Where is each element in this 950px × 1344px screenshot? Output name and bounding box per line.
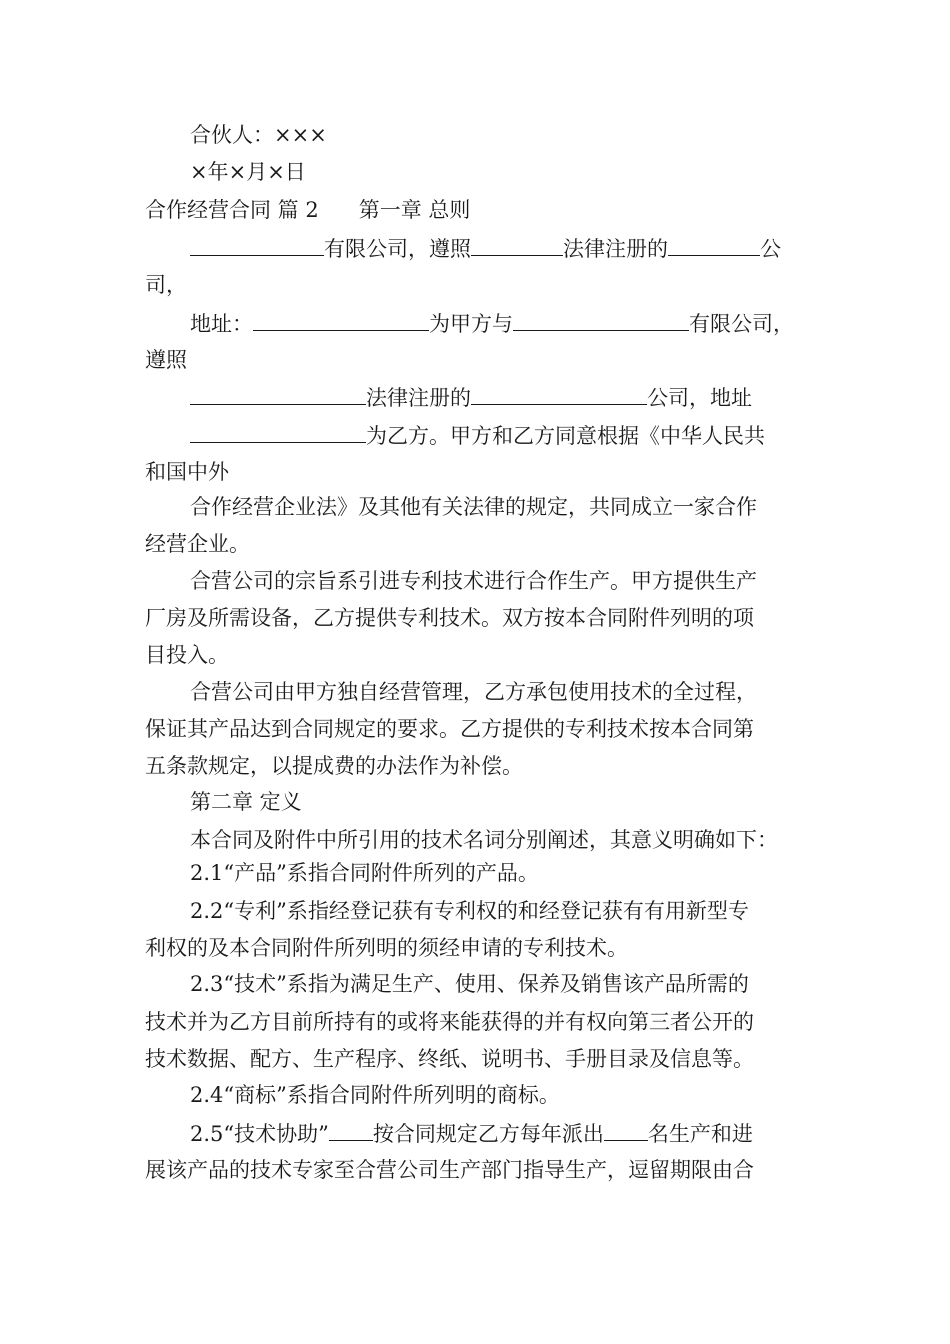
fill-blank: [329, 1118, 373, 1141]
paragraph-line: [145, 603, 754, 633]
fill-blank: [668, 233, 760, 256]
text: 技术并为乙方目前所持有的或将来能获得的并有权向第三者公开的: [145, 1010, 754, 1034]
text: 五条款规定，以提成费的办法作为补偿。: [145, 754, 523, 778]
paragraph-line: [190, 233, 781, 263]
text: 有限公司，遵照: [324, 237, 471, 261]
paragraph-line: [190, 825, 778, 855]
text: 合伙人：×××: [190, 123, 327, 147]
paragraph-line: [145, 640, 229, 670]
fill-blank: [190, 420, 366, 443]
document-title: 合作经营合同 篇 2: [145, 198, 319, 222]
section-heading: [145, 195, 470, 225]
text: 2.2“专利”系指经登记获有专利权的和经登记获有有用新型专: [190, 899, 749, 923]
text: 公: [760, 237, 781, 261]
paragraph-line: [145, 270, 187, 300]
text: 本合同及附件中所引用的技术名词分别阐述，其意义明确如下：: [190, 828, 778, 852]
text: 经营企业。: [145, 532, 250, 556]
text: 2.4“商标”系指合同附件所列明的商标。: [190, 1083, 560, 1107]
text: 合营公司的宗旨系引进专利技术进行合作生产。甲方提供生产: [190, 569, 757, 593]
paragraph-line: [190, 382, 752, 412]
paragraph-line: [145, 751, 523, 781]
text: 2.1“产品”系指合同附件所列的产品。: [190, 861, 539, 885]
paragraph-line: [190, 566, 757, 596]
signature-partner: [190, 120, 327, 150]
paragraph-line: [190, 308, 794, 338]
paragraph-line: [145, 714, 754, 744]
definition-item: [190, 858, 539, 888]
text: 名生产和进: [647, 1122, 753, 1146]
text: 和国中外: [145, 460, 229, 484]
text: 合作经营企业法》及其他有关法律的规定，共同成立一家合作: [190, 495, 757, 519]
paragraph-line: [145, 529, 250, 559]
paragraph-line: [190, 492, 757, 522]
paragraph-line: [145, 457, 229, 487]
fill-blank: [190, 233, 324, 256]
chapter-heading: [190, 787, 302, 817]
text: 司，: [145, 273, 187, 297]
text: 公司，地址: [647, 386, 752, 410]
paragraph-line: [145, 1044, 754, 1074]
text: 按合同规定乙方每年派出: [372, 1122, 604, 1146]
fill-blank: [190, 382, 366, 405]
fill-blank: [471, 233, 563, 256]
text: 厂房及所需设备，乙方提供专利技术。双方按本合同附件列明的项: [145, 606, 754, 630]
definition-item: [190, 1080, 560, 1110]
text: 为甲方与: [429, 312, 513, 336]
fill-blank: [604, 1118, 648, 1141]
text: 合营公司由甲方独自经营管理，乙方承包使用技术的全过程，: [190, 680, 757, 704]
signature-date: [190, 157, 306, 187]
text: 利权的及本合同附件所列明的须经申请的专利技术。: [145, 936, 628, 960]
text: 技术数据、配方、生产程序、终纸、说明书、手册目录及信息等。: [145, 1047, 754, 1071]
text: 目投入。: [145, 643, 229, 667]
paragraph-line: [190, 420, 765, 450]
text: 2.5“技术协助”: [190, 1122, 329, 1146]
text: ×年×月×日: [190, 160, 306, 184]
paragraph-line: [145, 933, 628, 963]
paragraph-line: [145, 1007, 754, 1037]
text: 第二章 定义: [190, 790, 302, 814]
text: 保证其产品达到合同规定的要求。乙方提供的专利技术按本合同第: [145, 717, 754, 741]
text: 遵照: [145, 348, 187, 372]
fill-blank: [513, 308, 689, 331]
text: 为乙方。甲方和乙方同意根据《中华人民共: [366, 424, 765, 448]
text: 法律注册的: [563, 237, 668, 261]
definition-item: [190, 1118, 753, 1148]
fill-blank: [471, 382, 647, 405]
text: 展该产品的技术专家至合营公司生产部门指导生产，逗留期限由合: [145, 1158, 754, 1182]
text: 有限公司，: [689, 312, 794, 336]
fill-blank: [253, 308, 429, 331]
chapter-title: 第一章 总则: [358, 198, 471, 222]
text: 地址：: [190, 312, 253, 336]
text: 法律注册的: [366, 386, 471, 410]
paragraph-line: [145, 1155, 754, 1185]
paragraph-line: [190, 677, 757, 707]
text: 2.3“技术”系指为满足生产、使用、保养及销售该产品所需的: [190, 972, 749, 996]
definition-item: [190, 896, 749, 926]
paragraph-line: [145, 345, 187, 375]
definition-item: [190, 969, 749, 999]
